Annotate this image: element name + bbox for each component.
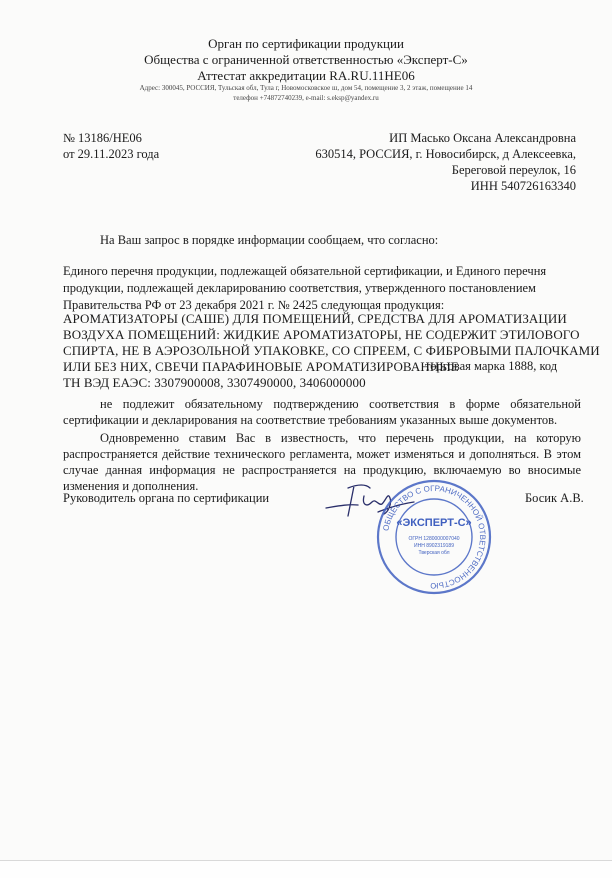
recipient-name: ИП Масько Оксана Александровна	[389, 131, 576, 145]
letter-date: от 29.11.2023 года	[63, 147, 160, 161]
signatory-position: Руководитель органа по сертификации	[63, 491, 270, 505]
seal-ring-text: ОБЩЕСТВО С ОГРАНИЧЕННОЙ ОТВЕТСТВЕННОСТЬЮ	[381, 483, 488, 591]
paragraph-1-line-1: Единого перечня продукции, подлежащей обязательной сертификации, и Единого перечня	[63, 264, 547, 278]
paragraph-1-line-2: продукции, подлежащей декларированию соответствия, утвержденного постановлением	[63, 281, 536, 295]
product-line-2: ВОЗДУХА ПОМЕЩЕНИЙ: ЖИДКИЕ АРОМАТИЗАТОРЫ, НЕ СОДЕРЖИТ ЭТИЛОВОГО	[63, 327, 580, 342]
header-line-company: Общества с ограниченной ответственностью «Эксперт-С»	[144, 52, 468, 67]
seal-center-text: «ЭКСПЕРТ-С»	[396, 517, 472, 529]
header-contacts: телефон +74872740239, e-mail: s.eksp@yandex.ru	[233, 94, 379, 102]
header-address: Адрес: 300045, РОССИЯ, Тульская обл, Тула г, Новомосковское ш, дом 54, помещение 3, 2 этаж, помещение 14	[139, 84, 473, 92]
signatory-name: Босик А.В.	[525, 491, 584, 505]
recipient-inn: ИНН 540726163340	[470, 179, 576, 193]
paragraph-2-line-2: сертификации и декларирования на соответствие требованиям указанных выше документов.	[63, 413, 558, 427]
page-bottom-edge	[0, 860, 612, 878]
letter-number: № 13186/НЕ06	[63, 131, 142, 145]
product-line-4: ИЛИ БЕЗ НИХ, СВЕЧИ ПАРАФИНОВЫЕ АРОМАТИЗИРОВАННЫЕ	[63, 359, 459, 374]
product-hs-codes: ТН ВЭД ЕАЭС: 3307900008, 3307490000, 3406000000	[63, 375, 366, 390]
header-line-organ: Орган по сертификации продукции	[208, 36, 404, 51]
product-line-3: СПИРТА, НЕ В АЭРОЗОЛЬНОЙ УПАКОВКЕ, СО СПРЕЕМ, С ФИБРОВЫМИ ПАЛОЧКАМИ	[63, 343, 600, 358]
recipient-address-2: Береговой переулок, 16	[451, 163, 576, 177]
paragraph-2-line-1: не подлежит обязательному подтверждению соответствия в форме обязательной	[100, 397, 581, 411]
company-seal	[375, 478, 493, 596]
recipient-address-1: 630514, РОССИЯ, г. Новосибирск, д Алексеевка,	[315, 147, 576, 161]
paragraph-3-line-3: случае данная информация не распространяется на продукцию, включаемую во вносимые	[63, 463, 581, 477]
paragraph-3-line-2: распространяется действие технического регламента, может изменяться и дополняться. В этом	[63, 447, 581, 461]
product-line-1: АРОМАТИЗАТОРЫ (САШЕ) ДЛЯ ПОМЕЩЕНИЙ, СРЕДСТВА ДЛЯ АРОМАТИЗАЦИИ	[63, 311, 567, 326]
intro-sentence: На Ваш запрос в порядке информации сообщаем, что согласно:	[100, 233, 439, 247]
paragraph-1-line-3: Правительства РФ от 23 декабря 2021 г. № 2425 следующая продукция:	[63, 298, 445, 312]
product-trademark-code: торговая марка 1888, код	[425, 359, 558, 373]
paragraph-3-line-1: Одновременно ставим Вас в известность, что перечень продукции, на которую	[100, 431, 581, 445]
header-line-accreditation: Аттестат аккредитации RA.RU.11НЕ06	[197, 68, 415, 83]
seal-inn: ИНН 8902319189	[413, 543, 455, 549]
seal-ogrn: ОГРН 1280000007040	[408, 536, 460, 542]
paragraph-3-line-4: изменения и дополнения.	[63, 479, 199, 493]
seal-region: Тверская обл	[418, 550, 450, 556]
